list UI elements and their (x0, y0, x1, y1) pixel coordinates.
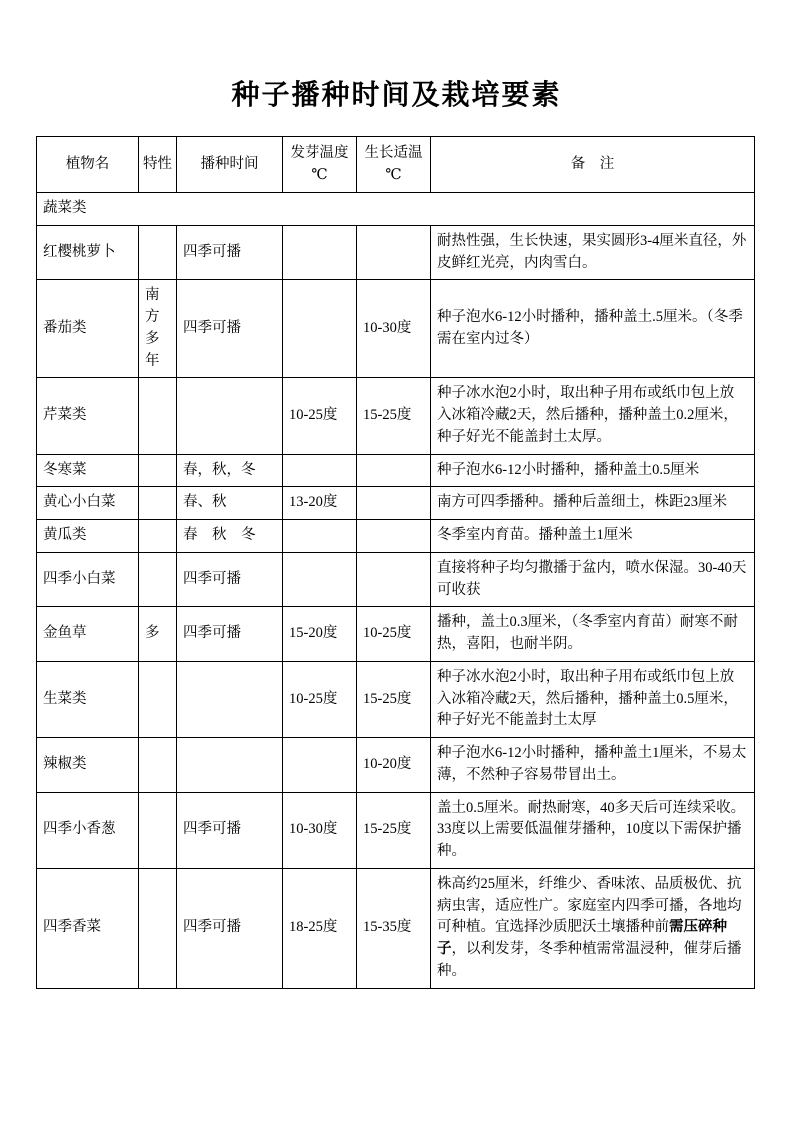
growth-temp-cell: 15-25度 (357, 792, 431, 868)
section-row-vegetables (37, 193, 755, 226)
germination-temp-cell: 13-20度 (283, 487, 357, 520)
trait-cell: 南方多年 (139, 280, 177, 378)
plant-name-cell: 辣椒类 (37, 738, 139, 793)
table-body (37, 193, 755, 989)
sowing-time-cell (177, 378, 283, 454)
table-row (37, 454, 755, 487)
column-header-growth-temp (357, 137, 431, 193)
table-row (37, 792, 755, 868)
trait-cell (139, 454, 177, 487)
plant-name-cell: 黄瓜类 (37, 520, 139, 553)
remark-cell: 种子泡水6-12小时播种，播种盖土0.5厘米 (431, 454, 755, 487)
sowing-time-cell: 四季可播 (177, 280, 283, 378)
column-header-label: 播种时间 (200, 155, 259, 172)
growth-temp-cell: 10-25度 (357, 607, 431, 662)
germination-temp-cell (283, 454, 357, 487)
table-header (37, 137, 755, 193)
germination-temp-cell: 18-25度 (283, 868, 357, 988)
growth-temp-cell (357, 454, 431, 487)
trait-cell (139, 792, 177, 868)
trait-cell (139, 661, 177, 737)
table-row (37, 552, 755, 607)
sowing-time-cell (177, 738, 283, 793)
sowing-time-cell: 四季可播 (177, 225, 283, 280)
column-header-plant-name (37, 137, 139, 193)
table-row (37, 378, 755, 454)
remark-cell: 种子泡水6-12小时播种，播种盖土.5厘米。（冬季需在室内过冬） (431, 280, 755, 378)
germination-temp-cell (283, 520, 357, 553)
table-row (37, 738, 755, 793)
column-header-label: 特性 (143, 155, 172, 172)
plant-name-cell: 芹菜类 (37, 378, 139, 454)
column-header-unit: ℃ (311, 166, 328, 183)
table-row (37, 607, 755, 662)
trait-cell (139, 868, 177, 988)
plant-name-cell: 番茄类 (37, 280, 139, 378)
page-title: 种子播种时间及栽培要素 (231, 80, 562, 111)
table-row (37, 868, 755, 988)
sowing-time-cell: 春 秋 冬 (177, 520, 283, 553)
column-header-germination-temp (283, 137, 357, 193)
table-row (37, 520, 755, 553)
sowing-time-cell: 春，秋，冬 (177, 454, 283, 487)
growth-temp-cell: 10-20度 (357, 738, 431, 793)
header-row (37, 137, 755, 193)
remark-cell: 南方可四季播种。播种后盖细土，株距23厘米 (431, 487, 755, 520)
growth-temp-cell: 10-30度 (357, 280, 431, 378)
remark-cell: 直接将种子均匀撒播于盆内，喷水保湿。30-40天可收获 (431, 552, 755, 607)
plant-name-cell: 冬寒菜 (37, 454, 139, 487)
germination-temp-cell (283, 738, 357, 793)
section-label: 蔬菜类 (37, 193, 755, 226)
table-row (37, 661, 755, 737)
trait-cell (139, 378, 177, 454)
growth-temp-cell (357, 552, 431, 607)
column-header-label: 植物名 (65, 155, 110, 172)
growth-temp-cell: 15-25度 (357, 661, 431, 737)
column-header-remarks (431, 137, 755, 193)
plant-name-cell: 黄心小白菜 (37, 487, 139, 520)
germination-temp-cell: 15-20度 (283, 607, 357, 662)
germination-temp-cell (283, 552, 357, 607)
remark-cell: 株高约25厘米，纤维少、香味浓、品质极优、抗病虫害，适应性广。家庭室内四季可播，各地均可种植。宜选择沙质肥沃土壤播种前需压碎种子，以利发芽，冬季种植需常温浸种，催芽后播种。 (431, 868, 755, 988)
germination-temp-cell: 10-25度 (283, 661, 357, 737)
growth-temp-cell: 15-25度 (357, 378, 431, 454)
trait-cell (139, 487, 177, 520)
column-header-sowing-time (177, 137, 283, 193)
column-header-label: 备 注 (570, 155, 615, 172)
sowing-time-cell: 四季可播 (177, 607, 283, 662)
trait-cell: 多 (139, 607, 177, 662)
germination-temp-cell (283, 225, 357, 280)
table-row (37, 280, 755, 378)
plant-name-cell: 四季香菜 (37, 868, 139, 988)
germination-temp-cell (283, 280, 357, 378)
growth-temp-cell (357, 520, 431, 553)
remark-cell: 播种，盖土0.3厘米，（冬季室内育苗）耐寒不耐热，喜阳，也耐半阴。 (431, 607, 755, 662)
remark-cell: 种子泡水6-12小时播种，播种盖土1厘米，不易太薄，不然种子容易带冒出土。 (431, 738, 755, 793)
column-header-unit: ℃ (385, 166, 402, 183)
table-row (37, 225, 755, 280)
trait-cell (139, 738, 177, 793)
plant-name-cell: 金鱼草 (37, 607, 139, 662)
remark-cell: 盖土0.5厘米。耐热耐寒，40多天后可连续采收。33度以上需要低温催芽播种，10度以下需保护播种。 (431, 792, 755, 868)
germination-temp-cell: 10-30度 (283, 792, 357, 868)
plant-name-cell: 四季小白菜 (37, 552, 139, 607)
trait-cell (139, 225, 177, 280)
germination-temp-cell: 10-25度 (283, 378, 357, 454)
sowing-time-cell (177, 661, 283, 737)
column-header-label: 生长适温 (364, 144, 423, 161)
remark-cell: 种子冰水泡2小时，取出种子用布或纸巾包上放入冰箱冷藏2天，然后播种，播种盖土0.5厘米，种子好光不能盖封土太厚 (431, 661, 755, 737)
sowing-time-cell: 春、秋 (177, 487, 283, 520)
remark-cell: 种子冰水泡2小时，取出种子用布或纸巾包上放入冰箱冷藏2天，然后播种，播种盖土0.2厘米，种子好光不能盖封土太厚。 (431, 378, 755, 454)
growth-temp-cell: 15-35度 (357, 868, 431, 988)
column-header-trait (139, 137, 177, 193)
trait-cell (139, 520, 177, 553)
sowing-time-cell: 四季可播 (177, 792, 283, 868)
plant-name-cell: 红樱桃萝卜 (37, 225, 139, 280)
sowing-time-cell: 四季可播 (177, 868, 283, 988)
planting-table (36, 136, 755, 989)
growth-temp-cell (357, 225, 431, 280)
remark-cell: 冬季室内育苗。播种盖土1厘米 (431, 520, 755, 553)
plant-name-cell: 四季小香葱 (37, 792, 139, 868)
table-row (37, 487, 755, 520)
sowing-time-cell: 四季可播 (177, 552, 283, 607)
growth-temp-cell (357, 487, 431, 520)
trait-cell (139, 552, 177, 607)
remark-cell: 耐热性强，生长快速，果实圆形3-4厘米直径，外皮鲜红光亮，内肉雪白。 (431, 225, 755, 280)
column-header-label: 发芽温度 (290, 144, 349, 161)
plant-name-cell: 生菜类 (37, 661, 139, 737)
